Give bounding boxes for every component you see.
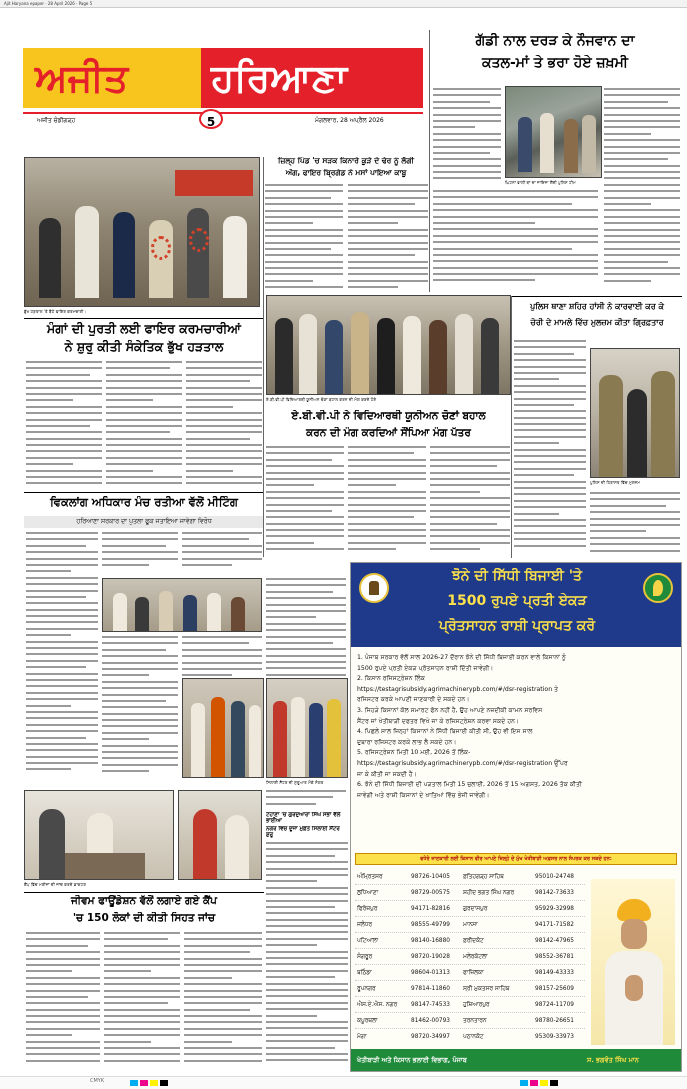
photo-figure [325,320,343,395]
abvp-caption: ਏ.ਬੀ.ਵੀ.ਪੀ ਵਿਦਿਆਰਥੀ ਯੂਨੀਅਨ ਚੋਣਾਂ ਬਹਾਲ ਕਰਨ ਦੀ ਮੰਗ ਕਰਦੇ ਹੋਏ [266,397,377,402]
ad-point: https://testagrisubsidy.agrimachinerypb.com/#/dsr-registration ਉੱਪਰ [357,759,568,767]
photo-figure [377,318,395,395]
hunger-strike-headline-1: ਮੰਗਾਂ ਦੀ ਪੂਰਤੀ ਲਈ ਫਾਇਰ ਕਰਮਚਾਰੀਆਂ [47,322,241,336]
masthead [23,48,423,130]
jivam-body-col-1 [26,932,100,1074]
contact-phone: 98729-00575 [411,890,450,896]
contact-phone: 98726-10405 [411,874,450,880]
column-divider [511,296,512,558]
contact-phone: 98604-01313 [411,970,450,976]
photo-figure [599,375,623,478]
photo-figure [113,593,127,632]
photo-figure [582,115,596,173]
abvp-headline-1: ਏ.ਬੀ.ਵੀ.ਪੀ ਨੇ ਵਿਦਿਆਰਥੀ ਯੂਨੀਅਨ ਚੋਣਾਂ ਬਹਾਲ [291,410,486,422]
contact-phone: 98552-36781 [535,954,574,960]
photo-figure [627,389,647,478]
photo-figure [651,371,675,478]
contact-district: ਮੋਗਾ [357,1034,367,1040]
contacts-row [355,1029,585,1045]
top-right-headline-1: ਗੱਡੀ ਨਾਲ ਦਰੜ ਕੇ ਨੌਜਵਾਨ ਦਾ [475,33,635,49]
photo-figure [351,312,369,395]
date-label: ਮੰਗਲਵਾਰ, 28 ਅਪ੍ਰੈਲ 2026 [315,117,384,124]
contact-phone: 94171-71582 [535,922,574,928]
contacts-row [355,885,585,901]
color-swatch [550,1080,558,1086]
abvp-headline-2: ਕਰਨ ਦੀ ਮੰਗ ਕਰਦਿਆਂ ਸੌਂਪਿਆ ਮੰਗ ਪੱਤਰ [306,427,471,439]
contact-district: ਫਿਰੋਜ਼ਪੁਰ [357,906,378,912]
photo-figure [291,697,305,778]
disabled-photo [102,578,262,632]
ad-helpline-title: ਵਧੇਰੇ ਜਾਣਕਾਰੀ ਲਈ ਕਿਸਾਨ ਵੀਰ ਆਪਣੇ ਜ਼ਿਲ੍ਹੇ ਦੇ ਮੁੱਖ ਖੇਤੀਬਾੜੀ ਅਫ਼ਸਰ ਨਾਲ ਸੰਪਰਕ ਕਰ ਸਕਦੇ ਹਨ: [420,856,612,862]
contact-district: ਤਰਨਤਾਰਨ [463,1018,487,1024]
fire-headline-2: ਅੱਗ, ਫਾਇਰ ਬ੍ਰਿਗੇਡ ਨੇ ਮਸਾਂ ਪਾਇਆ ਕਾਬੂ [285,169,407,177]
photo-figure [455,314,473,395]
police-body-col-1 [514,340,586,558]
ad-footer-right: ਸ. ਭਗਵੰਤ ਸਿੰਘ ਮਾਨ [587,1056,639,1064]
contact-district: ਬਠਿੰਡਾ [357,970,372,976]
abvp-body-col-3 [430,446,510,558]
contact-phone: 95010-24748 [535,874,574,880]
ad-department-emblem [643,573,673,603]
photo-figure [39,809,65,880]
hunger-strike-body-col-1 [26,361,102,489]
photo-figure [429,320,447,395]
photo-figure [249,705,261,778]
disabled-subheadline: ਹਰਿਆਣਾ ਸਰਕਾਰ ਦਾ ਪੁਤਲਾ ਫੂਕ ਜਤਾਇਆ ਜਾਵੇਗਾ ਵਿਰੋਧ [76,518,212,525]
ad-footer-bar [351,1049,681,1071]
contacts-row [355,933,585,949]
ad-footer-left: ਖੇਤੀਬਾੜੀ ਅਤੇ ਕਿਸਾਨ ਭਲਾਈ ਵਿਭਾਗ, ਪੰਜਾਬ [357,1056,467,1064]
ad-point: 2. ਕਿਸਾਨ ਰਜਿਸਟ੍ਰੇਸ਼ਨ ਲਿੰਕ [357,675,425,683]
color-swatch [130,1080,138,1086]
color-swatch [160,1080,168,1086]
contact-district: ਪਠਾਨਕੋਟ [463,1034,484,1040]
photo-figure [403,316,421,395]
contact-district: ਲੁਧਿਆਣਾ [357,890,379,896]
contact-phone: 98720-19028 [411,954,450,960]
dsr-advertisement [350,562,682,1072]
photo-figure [39,218,61,298]
color-swatch [150,1080,158,1086]
contacts-row [355,997,585,1013]
photo-garland [151,236,171,260]
abvp-body-col-2 [348,446,426,558]
contact-phone: 94171-82816 [411,906,450,912]
hunger-strike-photo [24,157,260,307]
ad-points-list [357,653,677,849]
abvp-body-col-1 [266,446,344,558]
photo-figure [327,699,341,778]
contact-district: ਕਪੂਰਥਲਾ [357,1018,378,1024]
ad-heading-3: ਪ੍ਰੋਤਸਾਹਨ ਰਾਸ਼ੀ ਪ੍ਰਾਪਤ ਕਰੋ [438,618,596,634]
contact-district: ਮਲੇਰਕੋਟਲਾ [463,954,488,960]
fire-body-col-2 [348,184,428,294]
gurudwara-headline-2: ਨਗਰ ਵਿਚ ਦੂਜਾ ਮੁਫ਼ਤ ਸਿਲਾਈ ਸੈਂਟਰ ਸ਼ੁਰੂ [266,826,340,839]
police-photo [590,348,680,478]
fire-headline-1: ਜ਼ਿਲ੍ਹ ਪਿੰਡ 'ਚ ਸੜਕ ਕਿਨਾਰੇ ਕੂੜੇ ਦੇ ਢੇਰ ਨੂੰ ਲੱਗੀ [278,157,414,165]
police-headline-2: ਚੋਰੀ ਦੇ ਮਾਮਲੇ ਵਿੱਚ ਮੁਲਜ਼ਮ ਕੀਤਾ ਗ੍ਰਿਫ਼ਤਾਰ [530,318,664,327]
chief-minister-photo [591,879,675,1045]
divider [24,492,264,493]
ad-contacts-table [355,869,585,1045]
face [621,919,647,949]
photo-figure [231,701,245,778]
police-photo-caption: ਪੁਲਿਸ ਦੀ ਹਿਰਾਸਤ ਵਿੱਚ ਮੁਲਜ਼ਮ [590,480,641,485]
ad-point: https://testagrisubsidy.agrimachinerypb.com/#/dsr-registration ਤੇ [357,685,559,693]
photo-figure [159,591,173,632]
hunger-strike-caption: ਭੁੱਖ ਹੜਤਾਲ 'ਤੇ ਬੈਠੇ ਫਾਇਰ ਕਰਮਚਾਰੀ। [24,309,87,314]
page-number-badge [199,109,223,129]
contact-phone: 98724-11709 [535,1002,574,1008]
photo-figure [275,318,293,395]
contact-phone: 98149-43333 [535,970,574,976]
contacts-row [355,901,585,917]
jivam-caption: ਕੈਂਪ ਵਿੱਚ ਮਰੀਜ਼ਾਂ ਦੀ ਜਾਂਚ ਕਰਦੇ ਡਾਕਟਰ [24,882,86,887]
contact-district: ਐਸ.ਏ.ਐਸ. ਨਗਰ [357,1002,398,1008]
gurudwara-caption: ਸਿਲਾਈ ਸੈਂਟਰ ਦੀ ਸ਼ੁਰੂਆਤ ਮੌਕੇ ਸੰਗਤ [266,780,324,785]
photo-figure [191,703,205,778]
photo-figure [207,593,221,632]
contact-phone: 95929-32998 [535,906,574,912]
contact-phone: 98555-49799 [411,922,450,928]
top-right-body-col-1 [433,88,501,183]
top-right-headline-2: ਕਤਲ-ਮਾਂ ਤੇ ਭਰਾ ਹੋਏ ਜ਼ਖ਼ਮੀ [481,55,629,71]
ad-point: ਜਾ ਕੇ ਕੀਤੀ ਜਾ ਸਕਦੀ ਹੈ। [357,770,417,778]
contacts-row [355,869,585,885]
contact-district: ਅੰਮ੍ਰਿਤਸਰ [357,874,383,880]
contacts-row [355,981,585,997]
contact-district: ਸ਼ਹੀਦ ਭਗਤ ਸਿੰਘ ਨਗਰ [463,890,515,896]
ad-point: 6. ਝੋਨੇ ਦੀ ਸਿੱਧੀ ਬਿਜਾਈ ਦੀ ਪੜਤਾਲ ਮਿਤੀ 15 ਜੁਲਾਈ, 2026 ਤੋਂ 15 ਅਗਸਤ, 2026 ਤੱਕ ਕੀਤੀ [357,781,582,789]
ad-helpline-bar [355,853,677,865]
police-headline-1: ਪੁਲਿਸ ਥਾਣਾ ਸ਼ਹਿਰ ਹਾਂਸੀ ਨੇ ਕਾਰਵਾਈ ਕਰ ਕੇ [530,302,664,311]
cmyk-label: CMYK [90,1078,105,1084]
contact-phone: 98780-26651 [535,1018,574,1024]
jivam-body-col-3 [184,932,262,1074]
masthead-footer-bar [23,112,423,114]
ad-point: 4. ਪਿਛਲੇ ਸਾਲ ਜਿਨ੍ਹਾਂ ਕਿਸਾਨਾਂ ਨੇ ਸਿੱਧੀ ਬਿਜਾਈ ਕੀਤੀ ਸੀ, ਉਹ ਵੀ ਇਸ ਸਾਲ [357,728,533,736]
contact-phone: 81462-00793 [411,1018,450,1024]
turban [617,899,651,921]
ad-heading-1: ਝੋਨੇ ਦੀ ਸਿੱਧੀ ਬਿਜਾਈ 'ਤੇ [451,568,583,584]
contact-phone: 95309-33973 [535,1034,574,1040]
photo-figure [135,597,149,632]
hunger-strike-headline-2: ਨੇ ਸ਼ੁਰੂ ਕੀਤੀ ਸੰਕੇਤਿਕ ਭੁੱਖ ਹੜਤਾਲ [64,340,224,354]
ad-point: 3. ਜਿਹੜੇ ਕਿਸਾਨਾਂ ਕੋਲ ਸਮਾਰਟ ਫੋਨ ਨਹੀਂ ਹੈ, ਉਹ ਆਪਣੇ ਨਜ਼ਦੀਕੀ ਕਾਮਨ ਸਰਵਿਸ [357,706,543,714]
photo-figure [309,703,323,778]
emblem-icon [369,581,379,595]
column-divider [263,157,264,557]
divider [512,296,682,297]
contact-district: ਸੰਗਰੂਰ [357,954,373,960]
photo-figure [113,212,135,298]
top-right-photo-caption: ਘਿਟਨਾ ਵਾਲੀ ਥਾਂ ਦਾ ਜਾਇਜ਼ਾ ਲੈਂਦੀ ਪੁਲਿਸ ਟੀਮ [505,180,576,185]
page-number: 5 [206,115,216,129]
divider [24,892,264,893]
fire-body-col-1 [265,184,343,294]
photo-table [65,853,145,880]
gurudwara-photo-2 [182,678,264,778]
contact-district: ਸ੍ਰੀ ਮੁਕਤਸਰ ਸਾਹਿਬ [463,986,510,992]
hands [625,975,643,1001]
gurudwara-photo [266,678,348,778]
jivam-body-col-2 [104,932,180,1074]
photo-figure [299,314,317,395]
contact-district: ਹੁਸ਼ਿਆਰਪੁਰ [463,1002,490,1008]
photo-figure [223,216,247,298]
disabled-body-col-1 [26,532,98,786]
top-right-photo [505,86,602,178]
photo-figure [225,815,249,880]
photo-figure [273,701,287,778]
photo-figure [231,597,245,632]
contact-district: ਫ਼ਤਿਹਗੜ੍ਹ ਸਾਹਿਬ [463,874,504,880]
photo-garland [189,228,209,252]
leaf-icon [653,580,663,596]
column-divider [429,30,430,292]
contact-district: ਪਟਿਆਲਾ [357,938,379,944]
jivam-headline-2: 'ਚ 150 ਲੋਕਾਂ ਦੀ ਕੀਤੀ ਸਿਹਤ ਜਾਂਚ [72,912,216,924]
photo-figure [75,206,99,298]
top-right-body-col-2 [433,190,598,290]
ad-point: ਸੈਂਟਰ ਜਾਂ ਖੇਤੀਬਾੜੀ ਦਫਤਰ ਵਿਖੇ ਜਾ ਕੇ ਰਜਿਸਟ੍ਰੇਸ਼ਨ ਕਰਵਾ ਸਕਦੇ ਹਨ। [357,717,520,725]
ad-point: ਦੁਬਾਰਾ ਰਜਿਸਟਰ ਕਰਕੇ ਲਾਭ ਲੈ ਸਕਦੇ ਹਨ। [357,738,457,746]
disabled-body-col-4 [102,636,178,786]
hunger-strike-body-col-3 [186,361,262,489]
photo-figure [211,697,225,778]
ad-punjab-emblem [359,573,389,603]
ad-point: 5. ਰਜਿਸਟ੍ਰੇਸ਼ਨ ਮਿਤੀ 10 ਮਈ, 2026 ਤੋਂ ਲਿੰਕ- [357,749,471,757]
disabled-subheadline-bar [24,516,264,528]
disabled-headline: ਵਿਕਲਾਂਗ ਅਧਿਕਾਰ ਮੰਚ ਰਤੀਆ ਵੱਲੋਂ ਮੀਟਿੰਗ [50,496,238,509]
ad-heading-2: 1500 ਰੁਪਏ ਪ੍ਰਤੀ ਏਕੜ [447,593,587,609]
contact-phone: 98720-34997 [411,1034,450,1040]
photo-figure [518,117,532,172]
contacts-row [355,965,585,981]
contacts-row [355,1013,585,1029]
jivam-headline-1: ਜੀਵਮ ਫਾਊਂਡੇਸ਼ਨ ਵੱਲੋਂ ਲਗਾਏ ਗਏ ਕੈਂਪ [71,895,217,907]
contact-district: ਜਲੰਧਰ [357,922,372,928]
epaper-header-strip [0,0,687,8]
jivam-photo [24,790,174,880]
contact-phone: 98147-74533 [411,1002,450,1008]
color-swatch [140,1080,148,1086]
contact-phone: 97814-11860 [411,986,450,992]
top-right-body-col-3 [604,88,680,293]
contact-phone: 98142-73633 [535,890,574,896]
contacts-row [355,917,585,933]
photo-figure [540,113,554,173]
contact-district: ਗੁਰਦਾਸਪੁਰ [463,906,488,912]
police-body-col-2 [590,492,680,558]
photo-banner [175,170,253,196]
color-swatch [520,1080,528,1086]
photo-figure [481,318,499,395]
photo-figure [183,595,197,632]
color-swatch [530,1080,538,1086]
ad-point: ਜਾਵੇਗੀ ਅਤੇ ਰਾਸ਼ੀ ਕਿਸਾਨਾਂ ਦੇ ਖਾਤਿਆਂ ਵਿੱਚ ਭੇਜੀ ਜਾਵੇਗੀ। [357,791,490,799]
contact-district: ਫ਼ਰੀਦਕੋਟ [463,938,484,944]
ad-point: ਰਜਿਸਟਰ ਕਰਕੇ ਆਪਣੀ ਜਾਣਕਾਰੀ ਦੇ ਸਕਦੇ ਹਨ। [357,696,470,704]
gurudwara-body-col-2 [266,842,348,1074]
photo-figure [564,119,578,173]
contact-district: ਰੂਪਨਗਰ [357,986,376,992]
contact-phone: 98157-25609 [535,986,574,992]
jivam-photo-2 [178,790,262,880]
photo-figure [187,208,209,298]
ad-point: 1. ਪੰਜਾਬ ਸਰਕਾਰ ਵੱਲੋਂ ਸਾਲ 2026-27 ਦੌਰਾਨ ਝੋਨੇ ਦੀ ਸਿੱਧੀ ਬਿਜਾਈ ਕਰਨ ਵਾਲੇ ਕਿਸਾਨਾਂ ਨੂੰ [357,654,566,661]
disabled-body-col-2 [102,532,178,574]
epaper-header-text: Ajit Haryana epaper · 28 April 2026 · Page 5 [4,1,93,6]
divider [24,318,264,319]
gurudwara-body-col-1 [266,790,346,810]
edition-label: ਅਜੀਤ ਚੰਡੀਗੜ੍ਹ [37,117,76,124]
masthead-title-left: ਅਜੀਤ [35,56,129,100]
abvp-photo [266,295,511,395]
color-swatch [540,1080,548,1086]
print-registration-marks [0,1076,687,1089]
gurudwara-headline-1: ਟੋਹਾਣਾ 'ਚ ਗੁਰਦੁਆਰਾ ਸਿੰਘ ਸਭਾ ਵੱਲੋਂ ਭਾਈਆ [266,812,341,825]
hunger-strike-body-col-2 [106,361,182,489]
photo-figure [193,809,217,880]
masthead-title-right: ਹਰਿਆਣਾ [211,56,348,100]
contact-phone: 98142-47965 [535,938,574,944]
contact-phone: 98140-16880 [411,938,450,944]
ad-point: 1500 ਰੁਪਏ ਪ੍ਰਤੀ ਏਕੜ ਪ੍ਰੋਤਸਾਹਨ ਰਾਸ਼ੀ ਦਿੱਤੀ ਜਾਵੇਗੀ। [357,664,494,672]
disabled-body-col-3 [182,532,262,574]
contacts-row [355,949,585,965]
contact-district: ਮਾਨਸਾ [463,922,478,928]
contact-district: ਫਾਜ਼ਿਲਕਾ [463,970,484,976]
